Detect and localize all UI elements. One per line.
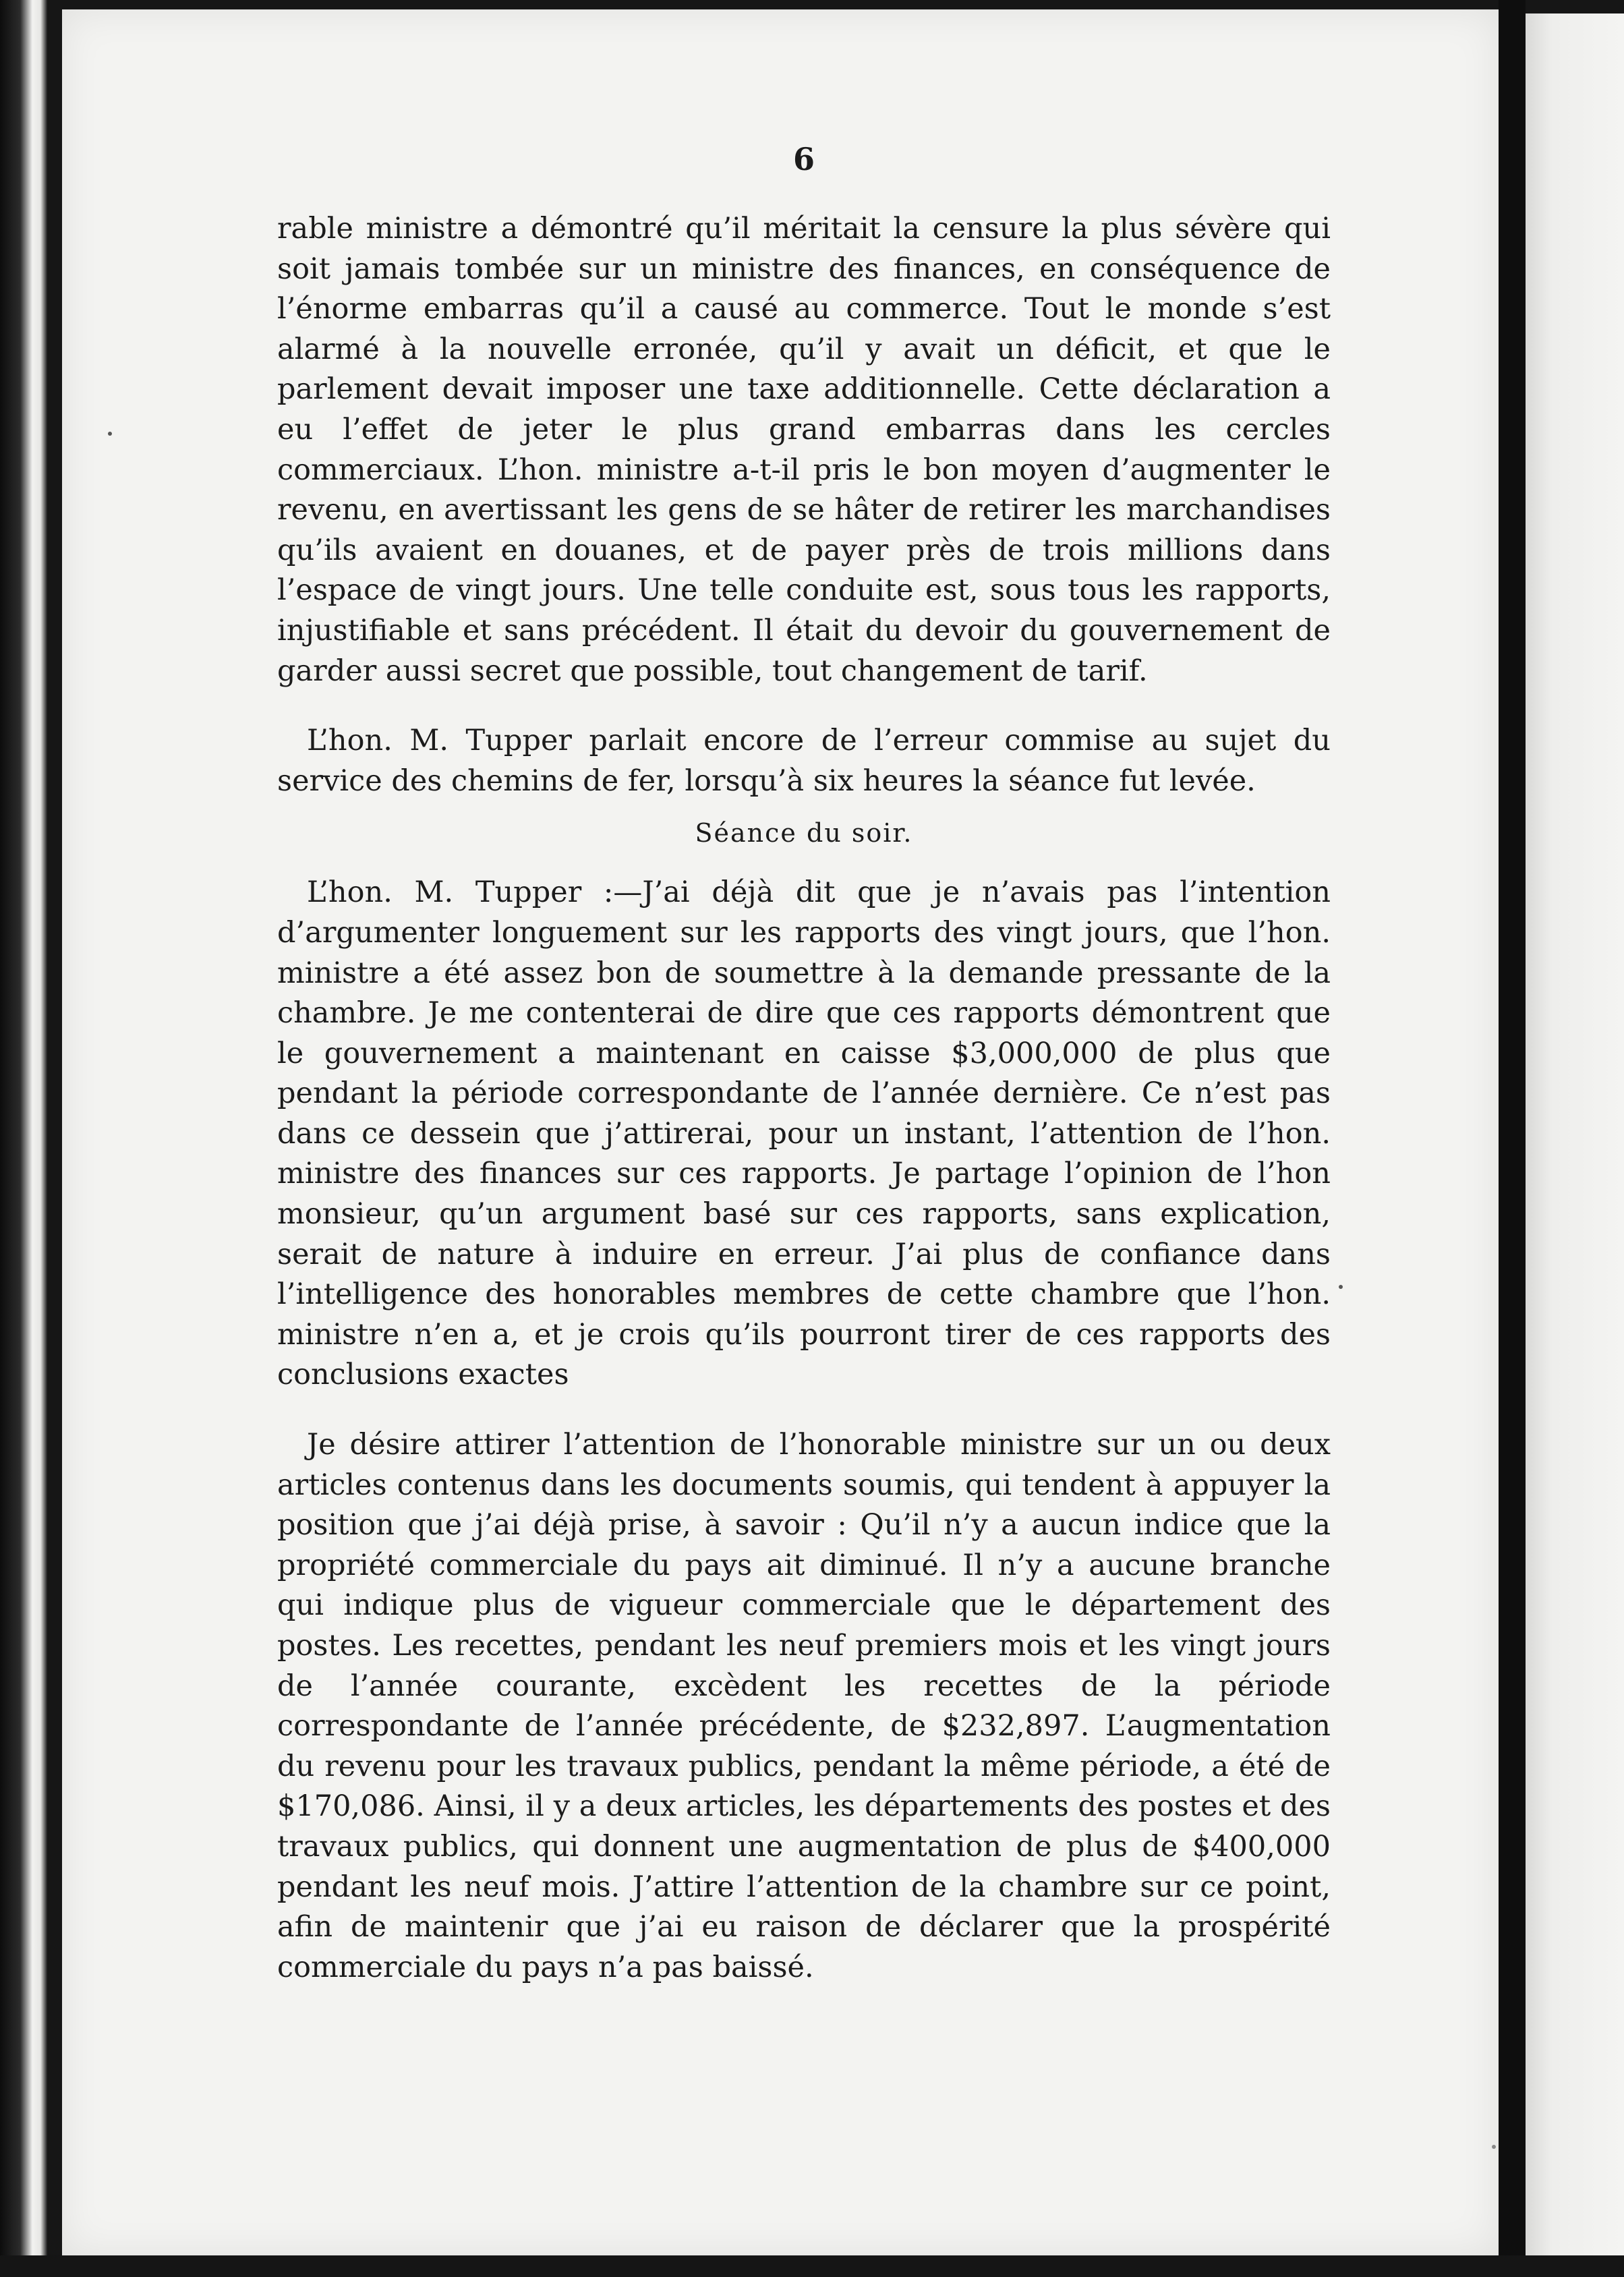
page-number: 6 <box>792 141 815 177</box>
bottom-scan-edge <box>0 2255 1624 2277</box>
paragraph-tupper-speech <box>277 873 1331 1395</box>
facing-page-edge <box>1526 13 1624 2266</box>
left-binding-strip <box>0 0 47 2277</box>
document-body <box>277 139 1331 1988</box>
scan-speck <box>1339 1285 1343 1289</box>
section-heading: Séance du soir. <box>695 818 913 848</box>
speech-text: —J’ai déjà dit que je n’avais pas l’intention d’argumenter longuement sur les rapports des vingt jours, que l’hon. ministre a été assez bon de soumettre à la demande pressante de la chambre. Je me contenterai de dire que ces rapports démontrent que le gouvernement a maintenant en caisse $3,000,000 de plus que pendant la période correspondante de l’année dernière. Ce n’est pas dans ce dessein que j’attirerai, pour un instant, l’attention de l’hon. ministre des finances sur ces rapports. Je partage l’opinion de l’hon monsieur, qu’un argument basé sur ces rapports, sans explication, serait de nature à induire en erreur. J’ai plus de confiance dans l’intelligence des honorables membres de cette chambre que l’hon. ministre n’en a, et je crois qu’ils pourront tirer de ces rapports des conclusions exactes <box>277 875 1331 1392</box>
speaker-name: L’hon. M. Tupper : <box>307 875 614 910</box>
paragraph-continuation: rable ministre a démontré qu’il méritait la censure la plus sévère qui soit jamais tombée sur un ministre des finances, en conséquence de l’énorme embarras qu’il a causé au commerce. Tout le monde s’est alarmé à la nouvelle erronée, qu’il y avait un déficit, et que le parlement devait imposer une taxe additionnelle. Cette déclaration a eu l’effet de jeter le plus grand embarras dans les cercles commerciaux. L’hon. ministre a-t-il pris le bon moyen d’augmenter le revenu, en avertissant les gens de se hâter de retirer les marchandises qu’ils avaient en douanes, et de payer près de trois millions dans l’espace de vingt jours. Une telle conduite est, sous tous les rapports, injustifiable et sans précédent. Il était du devoir du gouvernement de garder aussi secret que possible, tout changement de tarif. <box>277 212 1331 688</box>
paragraph-gap <box>277 1395 1331 1425</box>
scan-speck <box>1492 2145 1496 2149</box>
scan-speck <box>108 432 112 436</box>
paragraph-gap <box>277 691 1331 721</box>
right-gutter <box>1499 0 1526 2277</box>
paragraph-postes: Je désire attirer l’attention de l’honorable ministre sur un ou deux articles contenus dans les documents soumis, qui tendent à appuyer la position que j’ai déjà prise, à savoir : Qu’il n’y a aucun indice que la propriété commerciale du pays ait diminué. Il n’y a aucune branche qui indique plus de vigueur commerciale que le département des postes. Les recettes, pendant les neuf premiers mois et les vingt jours de l’année courante, excèdent les recettes de la période correspondante de l’année précédente, de $232,897. L’augmentation du revenu pour les travaux publics, pendant la même période, a été de $170,086. Ainsi, il y a deux articles, les départements des postes et des travaux publics, qui donnent une augmentation de plus de $400,000 pendant les neuf mois. J’attire l’attention de la chambre sur ce point, afin de maintenir que j’ai eu raison de déclarer que la prospérité commerciale du pays n’a pas baissé. <box>277 1428 1331 1984</box>
paragraph-adjournment: L’hon. M. Tupper parlait encore de l’erreur commise au sujet du service des chemins de fer, lorsqu’à six heures la séance fut levée. <box>277 724 1331 798</box>
